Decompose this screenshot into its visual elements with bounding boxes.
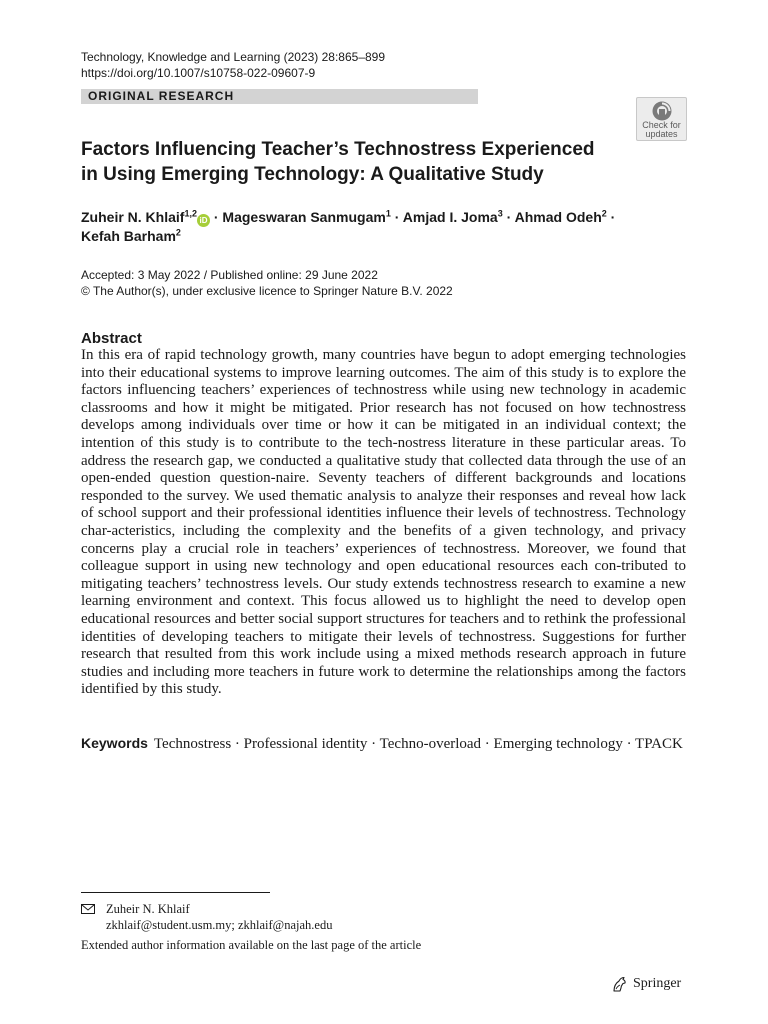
author-affiliation: 2 — [175, 227, 181, 238]
author-affiliation: 1,2 — [184, 208, 197, 219]
springer-horse-icon — [611, 976, 627, 992]
check-updates-line1: Check for — [642, 120, 681, 130]
doi-link[interactable]: https://doi.org/10.1007/s10758-022-09607-9 — [81, 66, 316, 80]
author-name[interactable]: Zuheir N. Khlaif — [81, 209, 185, 225]
keywords-section — [81, 735, 686, 754]
author-name[interactable]: Ahmad Odeh — [514, 209, 602, 225]
orcid-icon[interactable]: iD — [197, 214, 210, 227]
publication-dates — [81, 267, 453, 299]
article-type-bar — [81, 89, 478, 104]
journal-citation: Technology, Knowledge and Learning (2023) 28:865–899 — [81, 50, 386, 64]
abstract-body: In this era of rapid technology growth, many countries have begun to adopt emerging technologies into their educational systems to improve learning outcomes. The aim of this study is to explore the factors influencing teachers’ experiences of technostress while using new technology in academic classrooms and how it might be mitigated. Prior research has not focused on how technostress develops among individuals over time or how it can be mitigated in an individual context; the intention of this study is to contribute to the tech-nostress literature in these particular areas. To address the research gap, we conducted a qualitative study that collected data through the use of an open-ended question question-naire. Seventy teachers of different backgrounds and locations responded to the survey. We used thematic analysis to analyze their responses and reveal how lack of school support and their professional identities influence their levels of technostress. Technology char-acteristics, including the complexity and the benefits of a given technology, and privacy concerns play a crucial role in teachers’ experiences of technostress. Moreover, we found that colleague support in using new technology and open educational resources each con-tributed to mitigating teachers’ technostress levels. Our study extends technostress research to examine a new learning environment and context. This focus allowed us to highlight the need to develop open educational resources and better social support structures for teachers and to rethink the professional identities of developing teachers to mitigate their levels of technostress. Suggestions for further research that resulted from this work include using a mixed methods research approach in future studies and including more teachers in future work to determine the relationships among the factors identified by this study. — [81, 347, 686, 698]
publisher-name: Springer — [633, 976, 682, 991]
footnote-divider — [81, 892, 270, 893]
article-title — [81, 137, 621, 187]
author-name[interactable]: Amjad I. Joma — [402, 209, 498, 225]
author-separator: · — [506, 209, 512, 225]
extended-author-info: Extended author information available on the last page of the article — [81, 938, 422, 952]
keywords-label: Keywords — [81, 735, 148, 751]
keywords-text: Technostress · Professional identity · Techno-overload · Emerging technology · TPACK — [153, 736, 683, 752]
author-name[interactable]: Mageswaran Sanmugam — [222, 209, 386, 225]
check-for-updates-badge[interactable] — [636, 97, 687, 141]
author-affiliation: 1 — [385, 208, 391, 219]
accepted-published-dates: Accepted: 3 May 2022 / Published online: 29 June 2022 — [81, 268, 378, 282]
corresponding-author-email[interactable]: zkhlaif@student.usm.my; zkhlaif@najah.edu — [106, 918, 333, 932]
check-updates-icon — [649, 101, 675, 121]
title-line-1: Factors Influencing Teacher’s Technostress Experienced — [81, 139, 595, 160]
author-separator: · — [213, 209, 219, 225]
check-updates-line2: updates — [645, 129, 678, 139]
author-affiliation: 2 — [601, 208, 607, 219]
abstract-heading: Abstract — [81, 330, 142, 347]
author-list — [81, 208, 681, 246]
copyright-notice: © The Author(s), under exclusive licence to Springer Nature B.V. 2022 — [81, 284, 453, 298]
title-line-2: in Using Emerging Technology: A Qualitative Study — [81, 164, 544, 185]
author-separator: · — [394, 209, 400, 225]
corresponding-author-name: Zuheir N. Khlaif — [106, 902, 190, 916]
author-affiliation: 3 — [497, 208, 503, 219]
author-separator: · — [610, 209, 616, 225]
author-name[interactable]: Kefah Barham — [81, 228, 176, 244]
envelope-icon — [81, 904, 95, 914]
article-type-label: ORIGINAL RESEARCH — [88, 89, 235, 103]
journal-header — [81, 49, 385, 81]
